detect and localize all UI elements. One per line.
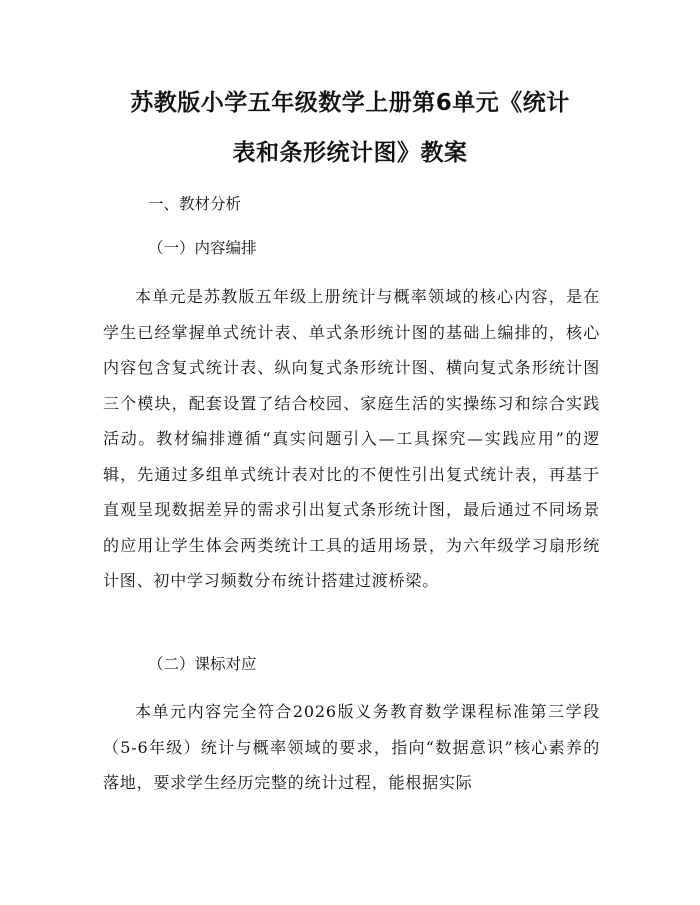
paragraph-curriculum-standard: 本单元内容完全符合2026版义务教育数学课程标准第三学段（5-6年级）统计与概率领域的要求，指向“数据意识”核心素养的落地，要求学生经历完整的统计过程，能根据实际 bbox=[103, 702, 600, 792]
document-title-line-2: 表和条形统计图》教案 bbox=[232, 140, 468, 166]
subsection-heading-curriculum-standard: （二）课标对应 bbox=[148, 655, 257, 673]
subsection-heading-content-arrangement: （一）内容编排 bbox=[148, 239, 257, 257]
paragraph-content-arrangement: 本单元是苏教版五年级上册统计与概率领域的核心内容，是在学生已经掌握单式统计表、单式条形统计图的基础上编排的，核心内容包含复式统计表、纵向复式条形统计图、横向复式条形统计图三个模块，配套设置了结合校园、家庭生活的实操练习和综合实践活动。教材编排遵循“真实问题引入—工具探究—实践应用”的逻辑，先通过多组单式统计表对比的不便性引出复式统计表，再基于直观呈现数据差异的需求引出复式条形统计图，最后通过不同场景的应用让学生体会两类统计工具的适用场景，为六年级学习扇形统计图、初中学习频数分布统计搭建过渡桥梁。 bbox=[103, 287, 600, 590]
document-title-line-1: 苏教版小学五年级数学上册第6单元《统计 bbox=[130, 90, 570, 116]
section-heading-textbook-analysis: 一、教材分析 bbox=[148, 195, 242, 213]
